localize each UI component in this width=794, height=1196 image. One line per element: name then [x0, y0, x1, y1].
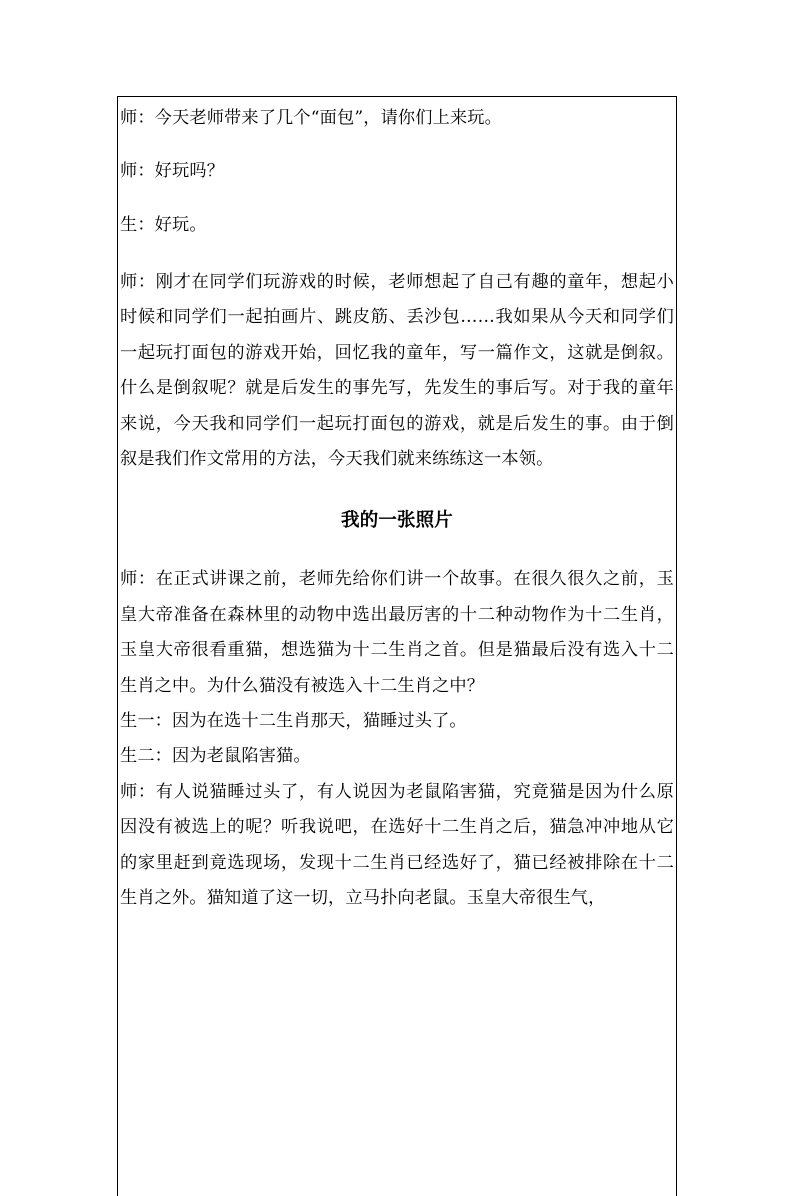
- lesson-content: [120, 104, 674, 917]
- dialogue-paragraph: 师：好玩吗？: [120, 161, 225, 181]
- dialogue-paragraph: 生：好玩。: [120, 215, 207, 235]
- dialogue-paragraph: 师：在正式讲课之前，老师先给你们讲一个故事。在很久很久之前，玉皇大帝准备在森林里的动物中选出最厉害的十二种动物作为十二生肖，玉皇大帝很看重猫，想选猫为十二生肖之首。但是猫最后没有选入十二生肖之中。为什么猫没有被选入十二生肖之中？: [120, 569, 674, 696]
- dialogue-paragraph: 生一：因为在选十二生肖那天，猫睡过头了。: [120, 711, 467, 732]
- dialogue-paragraph: 生二：因为老鼠陷害猫。: [120, 746, 311, 767]
- dialogue-paragraph: 师：今天老师带来了几个“面包”，请你们上来玩。: [120, 108, 502, 128]
- section-title: 我的一张照片: [341, 510, 453, 532]
- dialogue-paragraph: 师：有人说猫睡过头了，有人说因为老鼠陷害猫，究竟猫是因为什么原因没有被选上的呢？听我说吧，在选好十二生肖之后，猫急冲冲地从它的家里赶到竟选现场，发现十二生肖已经选好了，猫已经被排除在十二生肖之外。猫知道了这一切，立马扑向老鼠。玉皇大帝很生气，: [120, 781, 674, 909]
- dialogue-paragraph: 师：刚才在同学们玩游戏的时候，老师想起了自己有趣的童年，想起小时候和同学们一起拍画片、跳皮筋、丢沙包……我如果从今天和同学们一起玩打面包的游戏开始，回忆我的童年，写一篇作文，这就是倒叙。什么是倒叙呢？就是后发生的事先写，先发生的事后写。对于我的童年来说，今天我和同学们一起玩打面包的游戏，就是后发生的事。由于倒叙是我们作文常用的方法，今天我们就来练练这一本领。: [120, 272, 674, 470]
